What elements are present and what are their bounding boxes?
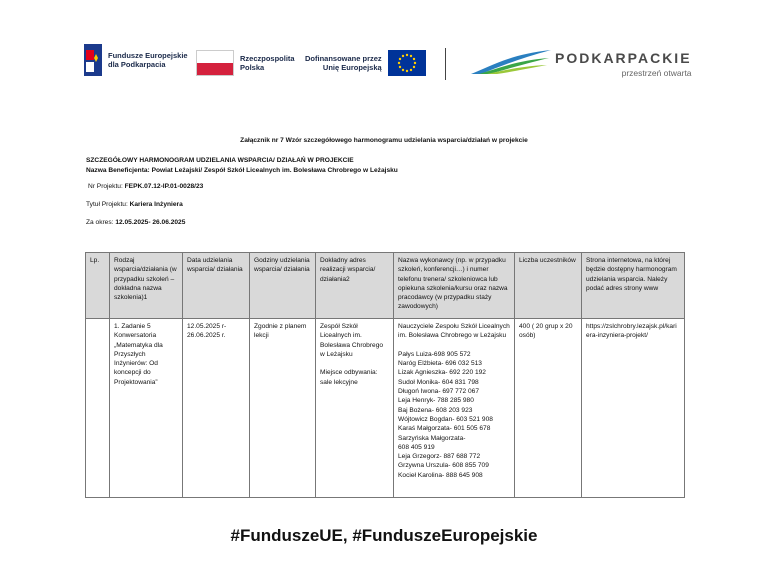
project-number bbox=[88, 183, 203, 190]
header-address: Dokładny adres realizacji wsparcia/ działania2 bbox=[316, 253, 394, 319]
rp-logo-line1: Rzeczpospolita bbox=[240, 54, 295, 63]
period-label: Za okres: bbox=[86, 219, 114, 226]
ue-logo bbox=[305, 50, 426, 76]
header-website: Strona internetowa, na której będzie dostępny harmonogram udzielania wsparcia. Należy podać adres strony www bbox=[582, 253, 685, 319]
podkarpackie-name: PODKARPACKIE bbox=[555, 49, 692, 66]
project-title-label: Tytuł Projektu: bbox=[86, 201, 128, 208]
rp-logo-line2: Polska bbox=[240, 63, 265, 72]
list-item: Grzywna Urszula- 608 855 709 bbox=[398, 462, 489, 470]
cell-support-type: 1. Zadanie 5 Konwersatoria „Matematyka dla Przyszłych Inżynierów: Od koncepcji do Projektowania” bbox=[110, 319, 183, 498]
cell-contractor bbox=[394, 319, 515, 498]
project-number-value: FEPK.07.12-IP.01-0028/23 bbox=[124, 183, 204, 190]
fe-star-icon bbox=[84, 44, 102, 76]
podkarpackie-logo bbox=[471, 46, 692, 81]
podkarpackie-tagline: przestrzeń otwarta bbox=[621, 67, 692, 78]
podkarpackie-wave-icon bbox=[471, 46, 551, 81]
trainer-list bbox=[398, 350, 510, 480]
poland-flag-icon bbox=[196, 50, 234, 76]
period bbox=[86, 219, 185, 226]
address-text: Zespół Szkół Licealnych im. Bolesława Chrobrego w Leżajsku bbox=[320, 323, 384, 358]
fe-logo-line2: dla Podkarpacia bbox=[108, 60, 166, 69]
header-contractor: Nazwa wykonawcy (np. w przypadku szkoleń, konferencji…) i numer telefonu trenera/ szkoleniowca lub opiekuna szkolenia/kursu oraz nazwa pracodawcy (w przypadku staży zawodowych) bbox=[394, 253, 515, 319]
attachment-title: Załącznik nr 7 Wzór szczegółowego harmonogramu udzielania wsparcia/działań w projekcie bbox=[240, 137, 528, 144]
project-number-label: Nr Projektu: bbox=[88, 183, 123, 190]
document-title: SZCZEGÓŁOWY HARMONOGRAM UDZIELANIA WSPARCIA/ DZIAŁAŃ W PROJEKCIE bbox=[86, 157, 354, 164]
fe-logo-line1: Fundusze Europejskie bbox=[108, 51, 188, 60]
list-item: Wójtowicz Bogdan- 603 521 908 bbox=[398, 415, 493, 423]
cell-website: https://zslchrobry.lezajsk.pl/kariera-inzyniera-projekt/ bbox=[582, 319, 685, 498]
list-item: Baj Bożena- 608 203 923 bbox=[398, 406, 473, 414]
header-hours: Godziny udzielania wsparcia/ działania bbox=[250, 253, 316, 319]
ue-logo-line2: Unię Europejską bbox=[322, 63, 382, 72]
venue-text: Miejsce odbywania: sale lekcyjne bbox=[320, 369, 378, 386]
project-title-value: Kariera Inżyniera bbox=[129, 201, 183, 208]
cell-lp bbox=[86, 319, 110, 498]
list-item: Pałys Luiza-698 905 572 bbox=[398, 350, 471, 358]
logo-bar bbox=[0, 44, 768, 84]
hashtags: #FunduszeUE, #FunduszeEuropejskie bbox=[230, 526, 538, 545]
rzeczpospolita-logo bbox=[196, 50, 295, 76]
header-participants: Liczba uczestników bbox=[515, 253, 582, 319]
list-item: Lizak Agnieszka- 692 220 192 bbox=[398, 369, 486, 377]
cell-hours: Zgodnie z planem lekcji bbox=[250, 319, 316, 498]
list-item: Leja Henryk- 788 285 980 bbox=[398, 397, 474, 405]
cell-date: 12.05.2025 r- 26.06.2025 r. bbox=[183, 319, 250, 498]
list-item: Kocieł Karolina- 888 645 908 bbox=[398, 471, 483, 479]
eu-flag-icon bbox=[388, 50, 426, 76]
header-lp: Lp. bbox=[86, 253, 110, 319]
list-item: Sudoł Monika- 604 831 798 bbox=[398, 378, 479, 386]
list-item: Długoń Iwona- 697 772 067 bbox=[398, 388, 480, 396]
list-item: Sarzyńska Małgorzata- bbox=[398, 434, 466, 442]
table-row bbox=[86, 319, 685, 498]
logo-separator bbox=[445, 48, 446, 80]
fe-podkarpacie-logo bbox=[84, 44, 188, 76]
list-item: Karaś Małgorzata- 601 505 678 bbox=[398, 425, 491, 433]
header-support-type: Rodzaj wsparcia/działania (w przypadku szkoleń – dokładna nazwa szkolenia)1 bbox=[110, 253, 183, 319]
period-value: 12.05.2025- 26.06.2025 bbox=[115, 219, 186, 226]
schedule-table bbox=[85, 252, 685, 498]
list-item: Naróg Elżbieta- 696 032 513 bbox=[398, 360, 482, 368]
project-title bbox=[86, 201, 183, 208]
list-item: 608 405 919 bbox=[398, 443, 435, 451]
ue-logo-line1: Dofinansowane przez bbox=[305, 54, 382, 63]
cell-address bbox=[316, 319, 394, 498]
beneficiary-name: Nazwa Beneficjenta: Powiat Leżajski/ Zespół Szkół Licealnych im. Bolesława Chrobrego w Leżajsku bbox=[86, 167, 398, 174]
table-header-row bbox=[86, 253, 685, 319]
cell-participants: 400 ( 20 grup x 20 osób) bbox=[515, 319, 582, 498]
contractor-intro: Nauczyciele Zespołu Szkół Licealnych im. Bolesława Chrobrego w Leżajsku bbox=[398, 323, 510, 340]
list-item: Leja Grzegorz- 887 688 772 bbox=[398, 453, 481, 461]
header-date: Data udzielania wsparcia/ działania bbox=[183, 253, 250, 319]
